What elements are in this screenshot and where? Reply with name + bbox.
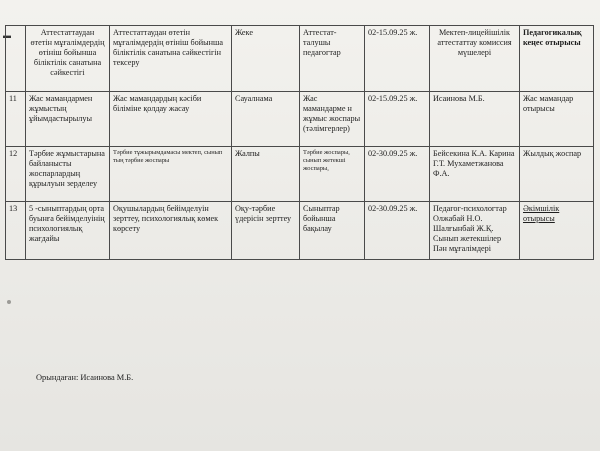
responsible-cell: Бейсекина К.А. Карина Г.Т. Мухаметжанова Ф.А.	[430, 147, 520, 202]
form-cell: Жеке	[232, 26, 300, 92]
responsible-cell: Исаинова М.Б.	[430, 92, 520, 147]
row-number: 11	[6, 92, 26, 147]
date-cell: 02-15.09.25 ж.	[365, 92, 430, 147]
form-cell: Жалпы	[232, 147, 300, 202]
responsible-cell: Мектеп-лицейішілік аттестаттау комиссия мүшелері	[430, 26, 520, 92]
corner-marker-icon: ▬	[3, 31, 11, 40]
result-cell: Педагогикалық кеңес отырысы	[520, 26, 594, 92]
signature-line: Орындаған: Исаинова М.Б.	[36, 373, 134, 382]
date-cell: 02-30.09.25 ж.	[365, 147, 430, 202]
result-cell: Жас мамандар отырысы	[520, 92, 594, 147]
result-cell: Әкімшілік отырысы	[520, 202, 594, 260]
date-cell: 02-15.09.25 ж.	[365, 26, 430, 92]
row-number: 12	[6, 147, 26, 202]
goal-cell: Аттестаттаудан өтетін мұғалімдердің өтініш бойынша біліктілік санатына сәйкестігін тексеру	[110, 26, 232, 92]
result-cell: Жылдық жоспар	[520, 147, 594, 202]
table-row	[6, 147, 594, 202]
table-row	[6, 92, 594, 147]
object-cell: Жас мамандарме н жұмыс жоспары (тәлімгерлер)	[300, 92, 365, 147]
table-row	[6, 26, 594, 92]
object-cell: Тәрбие жоспары, сынып жетекші жоспары,	[300, 147, 365, 202]
table-row	[6, 202, 594, 260]
goal-cell: Жас мамандардың кәсіби біліміне қолдау жасау	[110, 92, 232, 147]
form-cell: Оқу-тәрбие үдерісін зерттеу	[232, 202, 300, 260]
activity-cell: 5 -сыныптардың орта буынға бейімделуінің психологиялық жағдайы	[26, 202, 110, 260]
row-number	[6, 26, 26, 92]
activity-cell: Жас мамандармен жұмыстың ұйымдастырылуы	[26, 92, 110, 147]
punch-hole-icon	[7, 300, 11, 304]
responsible-cell: Педагог-психологтар Олжабай Н.О. Шалғынбай Ж.Қ. Сынып жетекшілер Пән мұғалімдері	[430, 202, 520, 260]
activity-cell: Аттестаттаудан өтетін мұғалімдердің өтініш бойынша біліктілік санатына сәйкестігі	[26, 26, 110, 92]
date-cell: 02-30.09.25 ж.	[365, 202, 430, 260]
plan-table	[5, 25, 594, 260]
form-cell: Сауалнама	[232, 92, 300, 147]
row-number: 13	[6, 202, 26, 260]
goal-cell: Тәрбие тұжырымдамасы мектеп, сынып тың тәрбие жоспары	[110, 147, 232, 202]
activity-cell: Тәрбие жұмыстарына байланысты жоспарлардың құрылуын зерделеу	[26, 147, 110, 202]
goal-cell: Оқушылардың бейімделуін зерттеу, психологиялық көмек көрсету	[110, 202, 232, 260]
object-cell: Сыныптар бойынша бақылау	[300, 202, 365, 260]
object-cell: Аттестат-талушы педагогтар	[300, 26, 365, 92]
